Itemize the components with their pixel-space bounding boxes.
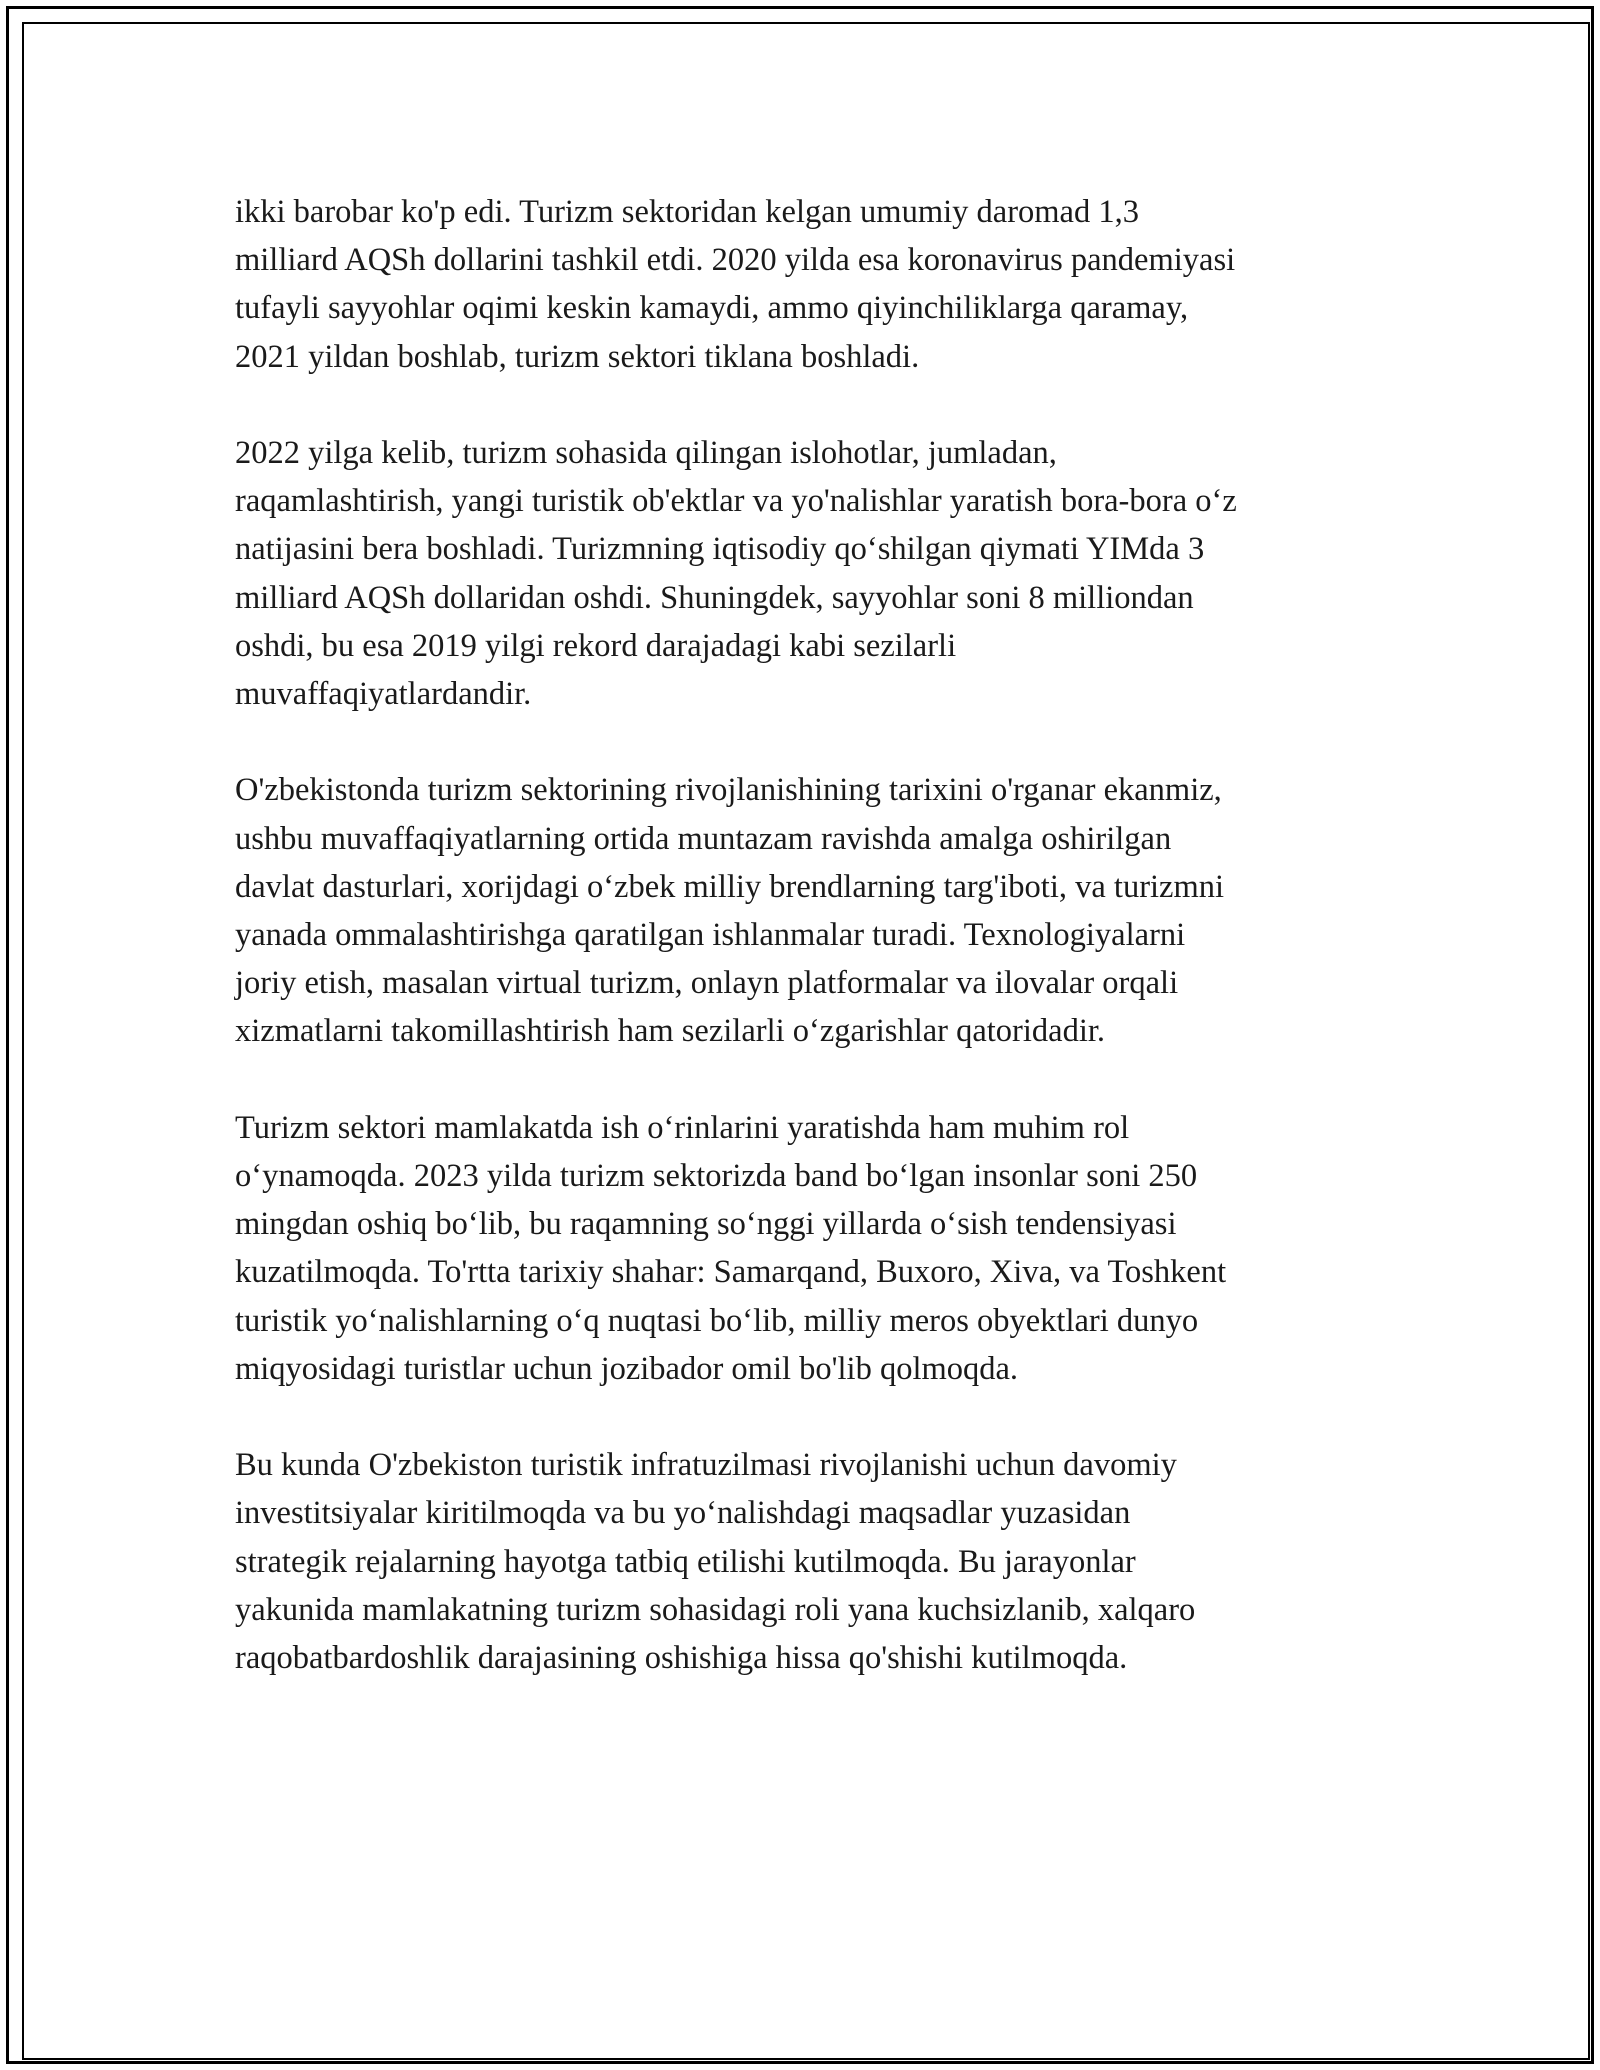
paragraph-1: [235, 188, 1395, 381]
paragraph-3: [235, 766, 1395, 1055]
text-line: xizmatlarni takomillashtirish ham sezilarli o‘zgarishlar qatoridadir.: [235, 1013, 1106, 1050]
text-line: O'zbekistonda turizm sektorining rivojlanishining tarixini o'rganar ekanmiz,: [235, 772, 1222, 809]
text-line: strategik rejalarning hayotga tatbiq etilishi kutilmoqda. Bu jarayonlar: [235, 1543, 1136, 1580]
text-line: Turizm sektori mamlakatda ish o‘rinlarini yaratishda ham muhim rol: [235, 1109, 1130, 1146]
text-line: 2021 yildan boshlab, turizm sektori tiklana boshladi.: [235, 338, 920, 375]
text-line: tufayli sayyohlar oqimi keskin kamaydi, ammo qiyinchiliklarga qaramay,: [235, 290, 1189, 327]
text-line: muvaffaqiyatlardandir.: [235, 676, 532, 713]
text-line: ikki barobar ko'p edi. Turizm sektoridan kelgan umumiy daromad 1,3: [235, 194, 1139, 230]
text-line: milliard AQSh dollarini tashkil etdi. 2020 yilda esa koronavirus pandemiyasi: [235, 242, 1236, 279]
text-line: kuzatilmoqda. To'rtta tarixiy shahar: Samarqand, Buxoro, Xiva, va Toshkent: [235, 1254, 1227, 1291]
paragraph-4: [235, 1104, 1395, 1393]
text-line: ushbu muvaffaqiyatlarning ortida muntazam ravishda amalga oshirilgan: [235, 820, 1172, 857]
paragraph-2: [235, 429, 1395, 718]
text-line: yanada ommalashtirishga qaratilgan ishlanmalar turadi. Texnologiyalarni: [235, 917, 1186, 954]
text-line: raqobatbardoshlik darajasining oshishiga hissa qo'shishi kutilmoqda.: [235, 1640, 1128, 1677]
text-line: oshdi, bu esa 2019 yilgi rekord darajadagi kabi sezilarli: [235, 627, 957, 664]
text-line: davlat dasturlari, xorijdagi o‘zbek milliy brendlarning targ'iboti, va turizmni: [235, 868, 1225, 905]
text-line: o‘ynamoqda. 2023 yilda turizm sektorizda band bo‘lgan insonlar soni 250: [235, 1158, 1198, 1195]
text-line: miqyosidagi turistlar uchun jozibador omil bo'lib qolmoqda.: [235, 1350, 1019, 1387]
text-line: natijasini bera boshladi. Turizmning iqtisodiy qo‘shilgan qiymati YIMda 3: [235, 531, 1205, 568]
text-line: yakunida mamlakatning turizm sohasidagi roli yana kuchsizlanib, xalqaro: [235, 1591, 1196, 1628]
text-line: Bu kunda O'zbekiston turistik infratuzilmasi rivojlanishi uchun davomiy: [235, 1447, 1177, 1484]
text-line: mingdan oshiq bo‘lib, bu raqamning so‘nggi yillarda o‘sish tendensiyasi: [235, 1206, 1177, 1243]
text-line: investitsiyalar kiritilmoqda va bu yo‘nalishdagi maqsadlar yuzasidan: [235, 1495, 1131, 1532]
text-line: turistik yo‘nalishlarning o‘q nuqtasi bo‘lib, milliy meros obyektlari dunyo: [235, 1302, 1199, 1339]
text-line: 2022 yilga kelib, turizm sohasida qilingan islohotlar, jumladan,: [235, 435, 1057, 471]
text-line: joriy etish, masalan virtual turizm, onlayn platformalar va ilovalar orqali: [235, 965, 1179, 1002]
text-line: raqamlashtirish, yangi turistik ob'ektlar va yo'nalishlar yaratish bora-bora o‘z: [235, 483, 1237, 520]
text-line: milliard AQSh dollaridan oshdi. Shuningdek, sayyohlar soni 8 milliondan: [235, 579, 1194, 616]
paragraph-5: [235, 1441, 1395, 1682]
document-body: [235, 188, 1395, 1730]
